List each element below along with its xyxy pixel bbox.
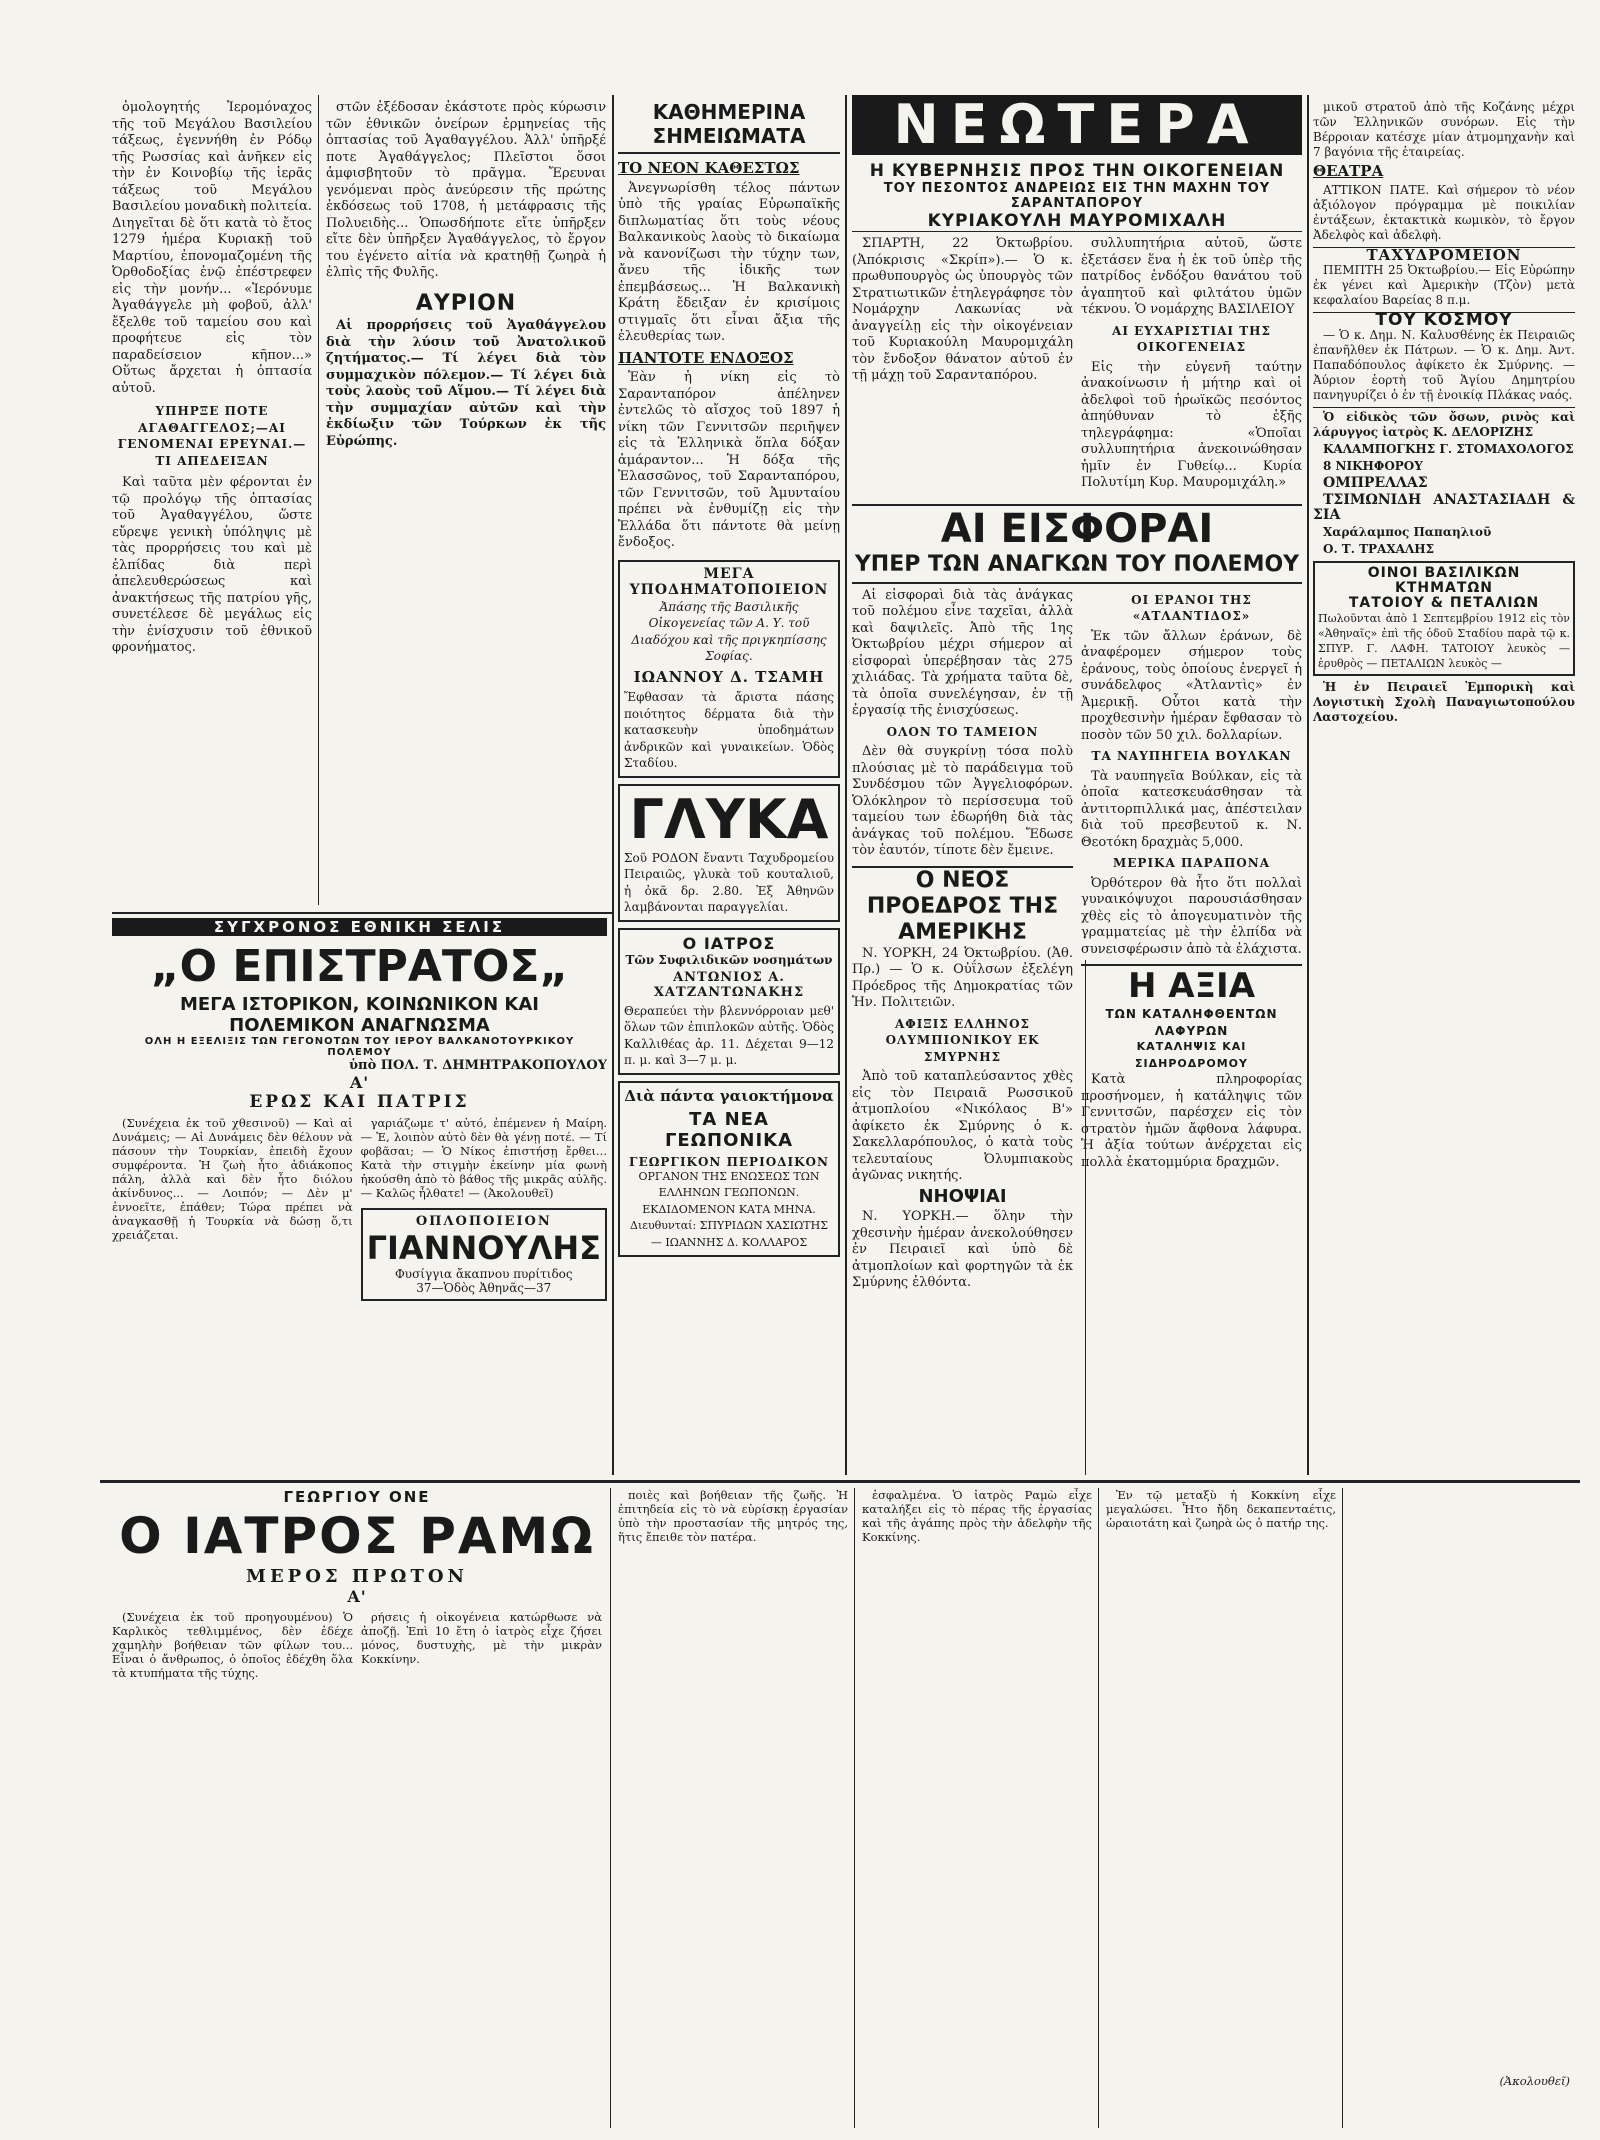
president-heading: Ο ΝΕΟΣ ΠΡΟΕΔΡΟΣ ΤΗΣ ΑΜΕΡΙΚΗΣ (852, 866, 1073, 946)
avrion-heading: ΑΥΡΙΟΝ (415, 290, 517, 316)
post-body: ΠΕΜΠΤΗ 25 Ὀκτωβρίου.— Εἰς Εὐρώπην ἐκ γένει καὶ Ἀμερικὴν (Τζὸν) μετὰ κεφαλαίου Βαρείας 8 π.μ. (1313, 263, 1575, 307)
column-rule (610, 1488, 611, 2128)
col1-article (112, 100, 312, 910)
post-heading: ΤΑΧΥΔΡΟΜΕΙΟΝ (1313, 247, 1575, 263)
shoe-ad-title: ΜΕΓΑ ΥΠΟΔΗΜΑΤΟΠΟΙΕΙΟΝ (629, 565, 829, 598)
vulcan-body: Τὰ ναυπηγεῖα Βούλκαν, εἰς τὰ ὁποῖα κατεσκευάσθησαν τὰ ἀντιτορπιλλικά μας, ἀπέστειλαν διὰ τοῦ πρεσβευτοῦ κ. Ν. Θεοτόκη δραχμὰς 5,000. (1081, 768, 1302, 850)
ramo-text-c: ποιὲς καὶ βοήθειαν τῆς ζωῆς. Ἡ ἐπιτηδεία εἰς τὸ νὰ εὑρίσκῃ ἐργασίαν ὑπὸ τὴν προστασίαν τῆς μητρός της, ἥτις ἔπειθε τὸν πατέρα. (618, 1488, 848, 1544)
papailiou-ad: Χαράλαμπος Παπαηλιοῦ (1323, 525, 1492, 539)
col3-heading-neon: ΤΟ ΝΕΟΝ ΚΑΘΕΣΤΩΣ (618, 159, 800, 177)
col1-top-text: ὁμολογητής Ἱερομόναχος τῆς τοῦ Μεγάλου Βασιλείου τάξεως, ἐγεννήθη ἐν Ρόδῳ τῆς Ρωσσίας καὶ ἀνῆκεν εἰς τὴν ἐν Κοινοβίῳ τῆς ἱερᾶς τάξεως τοῦ Μεγάλου Βασιλείου μοναδικὴ πολιτεία. Διηγεῖται δὲ ὅτι κατὰ τὸ ἔτος 1279 ἡμέρα Κυριακῇ τοῦ Μαρτίου, ἐπονομαζομένη τῆς Ὀρθοδοξίας ἐνῷ ἐπέστρεφεν εἰς τὴν μονήν... «Ἱερόνυμε Ἀγαθάγγελε μὴ φοβοῦ, ἀλλ' ἔξελθε τοῦ ταμείου σου καὶ προφήτευε εἰς τὸν παραδείσειον κῆπον...» Οὕτως ἄρχεται ἡ ὀπτασία αὐτοῦ. (112, 100, 312, 396)
serial-text-left: (Συνέχεια ἐκ τοῦ χθεσινοῦ) — Καὶ αἱ Δυνάμεις; — Αἱ Δυνάμεις δὲν θέλουν νὰ πάσουν τὴν Τουρκίαν, ἐπειδὴ ἔχουν συμφέροντα. Ἡ ζωὴ ἦτο ἀδιάκοπος πάλη, ἀλλὰ καὶ δὲν ἦτο διόλου ἀκίνδυνος... — Λοιπόν; — Δὲν μ' ἐννοεῖτε, ἐπάθεν; Τώρα πρέπει νὰ ἀναγκασθῇ ἡ Τουρκία νὰ δώσῃ ὅ,τι χρειάζεται. (112, 1116, 353, 1242)
complaints-body: Ὀρθότερον θὰ ἦτο ὅτι πολλαὶ γυναικόψυχοι παρουσιάσθησαν χθὲς εἰς τὸ ἀπογευματινὸν τῆς γραμματείας μὲ τὴν ἐλπίδα νὰ συνεισφέρωσιν ἀπὸ τὰ ἐλάχιστα. (1081, 875, 1302, 957)
serial-chapter: ΕΡΩΣ ΚΑΙ ΠΑΤΡΙΣ (249, 1092, 470, 1112)
booty-heading-2: ΤΩΝ ΚΑΤΑΛΗΦΘΕΝΤΩΝ ΛΑΦΥΡΩΝ (1105, 1007, 1278, 1038)
gunsmith-ad-address: 37—Ὁδὸς Ἀθηνᾶς—37 (416, 1281, 552, 1295)
col3-body-neon: Ἀνεγνωρίσθη τέλος πάντων ὑπὸ τῆς γραίας Εὐρωπαϊκῆς διπλωματίας ὅτι τοὺς νέους Βαλκανικοὺς λαοὺς τὸ δικαίωμα νὰ κανονίζωσι τὴν τύχην των, ἄνευ τῆς ἰδικῆς των ἐπεμβάσεως... Ἡ Βαλκανικὴ Κράτη ἔδειξαν ἐν κρισίμοις στιγμαῖς ὅτι εἶναι ἄξια τῆς ἐλευθερίας των. (618, 180, 840, 344)
ramo-text-e: Ἐν τῷ μεταξὺ ἡ Κοκκίνη εἶχε μεγαλώσει. Ἦτο ἤδη δεκαπενταέτις, ὡραιοτάτη καὶ ζωηρὰ ὡς ὁ πατήρ της. (1106, 1488, 1336, 1530)
theatres-body: ΑΤΤΙΚΟΝ ΠΑΤΕ. Καὶ σήμερον τὸ νέον ἀξιόλογον πρόγραμμα μὲ ποικιλίαν ἐντάξεων, ἐκτακτικὰ κωμικὸν, τὸ ἔργον Ἀδελφὸς καὶ ἀδελφὴ. (1313, 183, 1575, 242)
thanks-heading: ΑΙ ΕΥΧΑΡΙΣΤΙΑΙ ΤΗΣ ΟΙΚΟΓΕΝΕΙΑΣ (1112, 323, 1271, 354)
avrion-body: Αἱ προρρήσεις τοῦ Ἀγαθάγγελου διὰ τὴν λύσιν τοῦ Ἀνατολικοῦ ζητήματος.— Τί λέγει διὰ τὸν συμμαχικὸν πόλεμον.— Τί λέγει διὰ τοὺς λαοὺς τοῦ Αἵμου.— Τί λέγει διὰ τὴν συμμαχίαν αὐτῶν καὶ τὴν ἐκδίωξιν τῶν Τούρκων ἐκ τῆς Εὐρώπης. (326, 318, 606, 449)
shoe-ad (618, 560, 840, 778)
president-body: Ν. ΥΟΡΚΗ, 24 Ὀκτωβρίου. (Ἀθ. Πρ.) — Ὁ κ. Οὐΐλσων ἐξελέγη Πρόεδρος τῆς Δημοκρατίας τῶν Ἡν. Πολιτειῶν. (852, 945, 1073, 1010)
gov-headline: Η ΚΥΒΕΡΝΗΣΙΣ ΠΡΟΣ ΤΗΝ ΟΙΚΟΓΕΝΕΙΑΝ (869, 161, 1285, 181)
wines-ad-body: Πωλοῦνται ἀπὸ 1 Σεπτεμβρίου 1912 εἰς τὸν «Ἀθηναῖς» ἐπὶ τῆς ὁδοῦ Σταδίου παρὰ τῷ κ. ΣΠΥΡ. Γ. ΛΑΦΗ. ΤΑΤΟΙΟΥ λευκὸς — ἐρυθρὸς — ΠΕΤΑΛΙΩΝ λευκὸς — (1318, 612, 1570, 670)
doctor-ad-sub: Τῶν Συφιλιδικῶν νοσημάτων (625, 952, 833, 967)
theatres-heading: ΘΕΑΤΡΑ (1313, 162, 1384, 180)
booty-heading: Η ΑΞΙΑ (1081, 964, 1302, 1006)
atlantis-body: Ἐκ τῶν ἄλλων ἐράνων, δὲ ἀναφέρομεν σήμερον τοὺς ἐράνους, τοὺς ὁποίους ἐνεργεῖ ἡ συνάδελφος «Ἀτλαντὶς» ἐν Ἀμερικῇ. Οὗτοι κατὰ τὴν προχθεσινὴν ἡμέραν ἔφθασαν τὸ ποσὸν τῶν 50 χιλ. δολλαρίων. (1081, 628, 1302, 743)
olympian-heading: ΑΦΙΞΙΣ ΕΛΛΗΝΟΣ ΟΛΥΜΠΙΟΝΙΚΟΥ ΕΚ ΣΜΥΡΝΗΣ (885, 1016, 1040, 1064)
complaints-heading: ΜΕΡΙΚΑ ΠΑΡΑΠΟΝΑ (1112, 856, 1271, 870)
ships-body: Ν. ΥΟΡΚΗ.— ὅλην τὴν χθεσινὴν ἡμέραν ἀνεκολούθησεν ἐν Πειραιεῖ καὶ ὑπὸ δὲ ἀτμοπλοίων καὶ φορτηγῶν τὰ ἐκ Σμύρνης ἐλθόντα. (852, 1209, 1073, 1290)
shoe-ad-name: ΙΩΑΝΝΟΥ Δ. ΤΣΑΜΗ (633, 667, 825, 686)
col2-body: στῶν ἐξέδοσαν ἐκάστοτε πρὸς κύρωσιν τῶν ἐθνικῶν ὀνείρων ἐρμηνείας τῆς ὀπτασίας τοῦ Ἀγαθαγγέλου. Ἀλλ' ὑπῆρξέ ποτε Ἀγαθάγγελος; Πλεῖστοι ὅσοι ἀμφισβητοῦν τὸ πρᾶγμα. Ἔρευναι γενόμεναι πρὸς ἀνεύρεσιν τῆς πρώτης ἐκδόσεως τοῦ 1708, ἡ μετάφρασις τῆς Πολυειδὴς... Ὁπωσδήποτε εἴτε ὑπῆρξεν εἴτε δὲν ὑπῆρξεν Ἀγαθάγγελος, τὸ ἔργον του ἐγένετο αἰτία νὰ κρατηθῇ ζωηρὰ ἡ ἐλπὶς τῆς Φυλῆς. (326, 100, 606, 280)
col1-heading: ΥΠΗΡΞΕ ΠΟΤΕ ΑΓΑΘΑΓΓΕΛΟΣ;—ΑΙ ΓΕΝΟΜΕΝΑΙ ΕΡΕΥΝΑΙ.—ΤΙ ΑΠΕΔΕΙΞΑΝ (117, 404, 307, 468)
column-rule (1342, 1488, 1343, 2128)
column-rule (1098, 1488, 1099, 2128)
ramo-text-d: ἐσφαλμένα. Ὁ ἰατρὸς Ραμὼ εἶχε καταλήξει εἰς τὸ πέρας τῆς ἐργασίας καὶ τῆς ἀγάπης πρὸς τὴν ἀδελφὴν τῆς Κοκκίνης. (862, 1488, 1092, 1544)
col3-body-endoxos: Ἐὰν ἡ νίκη εἰς τὸ Σαρανταπόρον ἀπέληνεν ἐντελῶς τὸ αἴσχος τοῦ 1897 ἡ νίκη τῶν Γεννιτσῶν περιῆψεν εἰς τὰ Ἑλληνικὰ ὅπλα δόξαν ἀμάραντον... Ἡ δόξα τῆς Ἐλασσῶνος, τοῦ Σαρανταπόρου, τῶν Γεννιτσῶν, τοῦ Ἀμυνταίου πρέπει νὰ ἐνθυμίζῃ εἰς τὴν Ἑλλάδα ὅτι πάντοτε θὰ μείνῃ ἔνδοξος. (618, 370, 840, 550)
geoponika-ad-body: ΟΡΓΑΝΟΝ ΤΗΣ ΕΝΩΣΕΩΣ ΤΩΝ ΕΛΛΗΝΩΝ ΓΕΩΠΟΝΩΝ. ΕΚΔΙΔΟΜΕΝΟΝ ΚΑΤΑ ΜΗΝΑ. Διευθυνταί: ΣΠΥΡΙΔΩΝ ΧΑΣΙΩΤΗΣ — ΙΩΑΝΝΗΣ Δ. ΚΟΛΛΑΡΟΣ (630, 1169, 828, 1249)
serial-sub2: ΠΟΛΕΜΙΚΟΝ ΑΝΑΓΝΩΣΜΑ (229, 1015, 490, 1036)
booty-body: Κατὰ πληροφορίας προσήνομεν, ἡ κατάληψις τῶν Γεννιτσῶν, παρέσχεν εἰς τὸν στρατὸν ἡμῶν ἄφθονα λάφυρα. Ἡ ἀξία τούτων ἀνέρχεται εἰς πολλὰ ἑκατομμύρια δραχμῶν. (1081, 1072, 1302, 1170)
gunsmith-ad (361, 1208, 607, 1301)
society-heading: ΤΟΥ ΚΟΣΜΟΥ (1313, 312, 1575, 328)
booty-heading-3: ΚΑΤΑΛΗΨΙΣ ΚΑΙ ΣΙΔΗΡΟΔΡΟΜΟΥ (1135, 1040, 1248, 1070)
kathimerina-masthead: ΚΑΘΗΜΕΡΙΝΑ ΣΗΜΕΙΩΜΑΤΑ (618, 100, 840, 154)
geoponika-ad-title: ΤΑ ΝΕΑ ΓΕΩΠΟΝΙΚΑ (664, 1108, 794, 1151)
column-rule (854, 1488, 855, 2128)
fund-heading: ΟΛΟΝ ΤΟ ΤΑΜΕΙΟΝ (886, 724, 1039, 739)
olympian-body: Ἀπὸ τοῦ καταπλεύσαντος χθὲς εἰς τὸν Πειραιᾶ Ρωσσικοῦ ἀτμοπλοίου «Νικόλαος Β'» ἀφίκετο ἐκ Σμύρνης ὁ κ. Σακελλαρόπουλος, ὁ κατὰ τοὺς τελευταίους Ὀλυμπιακοὺς ἀγῶνας νικητής. (852, 1069, 1073, 1183)
tsimonidis-ad: ΤΣΙΜΩΝΙΔΗ ΑΝΑΣΤΑΣΙΑΔΗ & ΣΙΑ (1313, 492, 1575, 523)
ramo-title: Ο ΙΑΤΡΟΣ ΡΑΜΩ (119, 1507, 595, 1565)
col5-top: μικοῦ στρατοῦ ἀπὸ τῆς Κοζάνης μέχρι τῶν Ἑλληνικῶν συνόρων. Εἰς τὴν Βέρροιαν κατέσχε μίαν ἀτμομηχανὴν καὶ 7 βαγόνια τῆς ἑταιρείας. (1313, 100, 1575, 159)
serial-sub1: ΜΕΓΑ ΙΣΤΟΡΙΚΟΝ, ΚΟΙΝΩΝΙΚΟΝ ΚΑΙ (180, 994, 539, 1015)
newest-banner: ΝΕΩΤΕΡΑ (852, 95, 1302, 155)
doctor-ad-name: ΑΝΤΩΝΙΟΣ Α. ΧΑΤΖΑΝΤΩΝΑΚΗΣ (653, 969, 805, 1000)
geoponika-ad-top: Διὰ πάντα γαιοκτήμονα (624, 1086, 834, 1105)
sweets-ad-body: Σοῦ ΡΟΔΟΝ ἔναντι Ταχυδρομείου Πειραιῶς, γλυκὰ τοῦ κουταλιοῦ, ἡ ὀκᾶ δρ. 2.80. Ἐξ Ἀθηνῶν λαμβάνονται παραγγελίαι. (624, 850, 834, 914)
ramo-col-f (1350, 1488, 1580, 2128)
gov-body-right: συλλυπητήρια αὐτοῦ, ὥστε ἐξετάσεν ἕνα ἡ ἐκ τοῦ ὑπὲρ τῆς πατρίδος ἐνδόξου θανάτου τοῦ ἀγαπητοῦ καὶ φιλτάτου ὑμῶν τέκνου. Ὁ νομάρχης ΒΑΣΙΛΕΙΟΥ (1081, 236, 1302, 317)
ramo-author: ΓΕΩΡΓΙΟΥ ΟΝΕ (283, 1488, 431, 1506)
ramo-end: (Ἀκολουθεῖ) (1499, 2074, 1570, 2088)
column-rule (845, 95, 847, 1475)
gunsmith-ad-title: ΓΙΑΝΝΟΥΛΗΣ (366, 1229, 601, 1267)
wines-ad (1313, 561, 1575, 676)
col5 (1313, 100, 1575, 1475)
column-rule (318, 95, 319, 905)
column-rule (612, 95, 614, 1475)
trachalis-ad: Ο. Τ. ΤΡΑΧΑΛΗΣ (1323, 542, 1435, 556)
sweets-ad-title: ΓΛΥΚΑ (629, 787, 829, 851)
ent-doctor-ad: Ὁ εἰδικὸς τῶν ὄσων, ρινὸς καὶ λάρυγγος ἰατρὸς Κ. ΔΕΛΟΡΙΖΗΣ (1313, 410, 1575, 439)
doctor-ad-title: Ο ΙΑΤΡΟΣ (682, 933, 776, 953)
geoponika-ad-sub: ΓΕΩΡΓΙΚΟΝ ΠΕΡΙΟΔΙΚΟΝ (629, 1154, 829, 1169)
atlantis-heading: ΟΙ ΕΡΑΝΟΙ ΤΗΣ «ΑΤΛΑΝΤΙΔΟΣ» (1131, 592, 1252, 623)
section-rule (112, 912, 612, 914)
serial-ramo (112, 1488, 1582, 2138)
ships-heading: ΝΗΟΨΙΑΙ (918, 1185, 1007, 1207)
gov-headline-c: ΚΥΡΙΑΚΟΥΛΗ ΜΑΥΡΟΜΙΧΑΛΗ (852, 211, 1302, 232)
ramo-col-e (1106, 1488, 1336, 2128)
gov-headline-b: ΤΟΥ ΠΕΣΟΝΤΟΣ ΑΝΔΡΕΙΩΣ ΕΙΣ ΤΗΝ ΜΑΧΗΝ ΤΟΥ ΣΑΡΑΝΤΑΠΟΡΟΥ (883, 181, 1271, 211)
doctor-ad-body: Θεραπεύει τὴν βλεννόρροιαν μεθ' ὅλων τῶν ἐπιπλοκῶν αὐτῆς. Ὁδὸς Καλλιθέας ἀρ. 11. Δέχεται 9—12 π. μ. καὶ 3—7 μ. μ. (624, 1003, 834, 1067)
nikiforou-ad: 8 ΝΙΚΗΦΟΡΟΥ (1323, 459, 1423, 473)
col3 (618, 100, 840, 1475)
contributions-headline: ΑΙ ΕΙΣΦΟΡΑΙ (852, 504, 1302, 552)
serial-title: „Ο ΕΠΙΣΤΡΑΤΟΣ„ (150, 941, 569, 992)
shoe-ad-body: Ἔφθασαν τὰ ἄριστα πάσης ποιότητος δέρματα διὰ τὴν κατασκευὴν ὑποδημάτων ἀνδρικῶν καὶ γυναικείων. Ὁδὸς Σταδίου. (624, 690, 834, 770)
col1-body: Καὶ ταῦτα μὲν φέρονται ἐν τῷ προλόγῳ τῆς ὀπτασίας τοῦ Ἀγαθαγγέλου, ὥστε εὔρεψε γενικὴ ὑπόληψις μὲ τὰς προρρήσεις του καὶ μὲ ἐλπίδας διὰ περὶ ἀπελευθερώσεως καὶ ἀνακτήσεως τῆς πατρίου γῆς, συνετέλεσε δὲ μεγάλως εἰς τὴν ἐνίσχυσιν τοῦ ἐθνικοῦ φρονήματος. (112, 475, 312, 655)
ramo-col-c (618, 1488, 848, 2128)
umbrellas-ad: ΟΜΠΡΕΛΛΑΣ (1323, 475, 1428, 491)
gunsmith-ad-line: Φυσίγγια ἄκαπνου πυρίτιδος (394, 1267, 573, 1281)
ramo-col-d (862, 1488, 1092, 2128)
col4 (852, 95, 1302, 1475)
shoe-ad-sub: Ἀπάσης τῆς Βασιλικῆς Οἰκογενείας τῶν Α. Υ. τοῦ Διαδόχου καὶ τῆς πριγκηπίσσης Σοφίας. (631, 599, 827, 663)
stomach-doctor-ad: ΚΑΛΑΜΠΟΓΚΗΣ Γ. ΣΤΟΜΑΧΟΛΟΓΟΣ (1323, 442, 1574, 456)
wines-ad-title-2: ΤΑΤΟΙΟΥ & ΠΕΤΑΛΙΩΝ (1348, 595, 1540, 611)
bottom-rule (100, 1480, 1580, 1483)
vulcan-heading: ΤΑ ΝΑΥΠΗΓΕΙΑ ΒΟΥΛΚΑΝ (1091, 749, 1292, 763)
gunsmith-ad-name: ΟΠΛΟΠΟΙΕΙΟΝ (415, 1214, 552, 1229)
wines-ad-title: ΟΙΝΟΙ ΒΑΣΙΛΙΚΩΝ ΚΤΗΜΑΤΩΝ (1367, 565, 1521, 596)
sweets-ad (618, 784, 840, 922)
serial-part: Α' (349, 1073, 370, 1092)
col3-heading-endoxos: ΠΑΝΤΟΤΕ ΕΝΔΟΞΟΣ (618, 348, 794, 367)
gov-body: ΣΠΑΡΤΗ, 22 Ὀκτωβρίου. (Ἀπόκρισις «Σκρίπ»).— Ὁ κ. πρωθυπουργὸς ὡς ὑπουργὸς τῶν Στρατιωτικῶν ἐτηλεγράφησε τὸν Νομάρχην Λακωνίας νὰ ἀναγγείλῃ εἰς τὴν οἰκογένειαν τοῦ Κυριακούλη Μαυρομιχάλη τὸν ἔνδοξον θάνατον αὐτοῦ ἐν τῇ μάχῃ τοῦ Σαρανταπόρου. (852, 236, 1073, 383)
ramo-text-b: ρήσεις ἡ οἰκογένεια κατώρθωσε νὰ ἀποζῇ. Ἐπὶ 10 ἔτη ὁ ἰατρὸς εἶχε ζήσει μόνος, δυστυχὴς, μὲ τὴν μικρὰν Κοκκίνην. (361, 1610, 602, 1666)
doctor-ad (618, 928, 840, 1075)
ramo-letter: Α' (347, 1587, 367, 1606)
serial-epistratos (112, 918, 607, 1473)
contributions-sub: ΥΠΕΡ ΤΩΝ ΑΝΑΓΚΩΝ ΤΟΥ ΠΟΛΕΜΟΥ (852, 552, 1302, 584)
geoponika-ad (618, 1081, 840, 1258)
contributions-body: Αἱ εἰσφοραὶ διὰ τὰς ἀνάγκας τοῦ πολέμου εἶνε ταχεῖαι, ἀλλὰ καὶ δαψιλεῖς. Ἀπὸ τῆς 1ης Ὀκτωβρίου μέχρι σήμερον αἱ εἰσφοραὶ ὑπερέβησαν τὰς 275 χιλιάδας. Τὰ χρήματα ταῦτα δὲ, τὰ ὁποῖα συνελέγησαν, ἐν τῇ ἐργασίᾳ τῆς ἐνισχύσεως. (852, 587, 1073, 718)
ramo-text-a: (Συνέχεια ἐκ τοῦ προηγουμένου) Ὁ Καρλικὸς τεθλιμμένος, δὲν ἐδέχε χαμηλὴν βοήθειαν τῶν φίλων του... Εἶναι ὁ ἄνθρωπος, ὁ ὁποῖος ἐδέχθη ὅλα τὰ κτυπήματα τῆς τύχης. (112, 1610, 353, 1680)
ramo-part: ΜΕΡΟΣ ΠΡΩΤΟΝ (246, 1566, 468, 1587)
col2-article (326, 100, 606, 910)
school-ad: Ἡ ἐν Πειραιεῖ Ἐμπορικὴ καὶ Λογιστικὴ Σχολὴ Παναγιωτοπούλου Λαστοχείου. (1313, 680, 1575, 724)
serial-sub3: ΟΛΗ Η ΕΞΕΛΙΞΙΣ ΤΩΝ ΓΕΓΟΝΟΤΩΝ ΤΟΥ ΙΕΡΟΥ ΒΑΛΚΑΝΟΤΟΥΡΚΙΚΟΥ ΠΟΛΕΜΟΥ (144, 1036, 575, 1058)
serial-banner: ΣΥΓΧΡΟΝΟΣ ΕΘΝΙΚΗ ΣΕΛΙΣ (112, 918, 607, 936)
thanks-body: Εἰς τὴν εὐγενῆ ταύτην ἀνακοίνωσιν ἡ μήτηρ καὶ οἱ ἀδελφοὶ τοῦ ἡρωϊκῶς πεσόντος ἀπηύθυναν τὸ ἑξῆς τηλεγράφημα: «Ὁποῖαι συλλυπητήρια ἀνεκοινώθησαν ἡμῖν ἐν Γυθείῳ... Κυρία Πολυτίμη Κυρ. Μαυρομιχάλη.» (1081, 359, 1302, 490)
serial-author: ὑπὸ ΠΟΛ. Τ. ΔΗΜΗΤΡΑΚΟΠΟΥΛΟΥ (349, 1058, 607, 1073)
serial-text-right: γαριάζωμε τ' αὐτό, ἐπέμενεν ἡ Μαίρη. — Ἐ, λοιπὸν αὐτὸ δὲν θὰ γένῃ ποτέ. — Τί φοβᾶσαι; — Ὁ Νίκος ἐπιστήσῃ ἔρθει... Κατὰ τὴν στιγμὴν ἐκείνην μία φωνὴ ἠκούσθη ἀπὸ τὸ βάθος τῆς μικρᾶς αὐλῆς. — Καλῶς ἦλθατε! — (Ἀκολουθεῖ) (360, 1116, 607, 1200)
society-body: — Ὁ κ. Δημ. Ν. Καλυσθένης ἐκ Πειραιῶς ἐπανῆλθεν ἐκ Πάτρων. — Ὁ κ. Δημ. Ἀντ. Παπαδόπουλος ἀφίκετο ἐκ Σμύρνης. — Ἀύριον ἑορτὴ τοῦ Ἁγίου Δημητρίου πανηγυρίζει ὁ ἐν τῇ ἐνοικίᾳ Πλάκας ναός. (1313, 328, 1575, 402)
column-rule (1307, 95, 1309, 1475)
fund-body: Δὲν θὰ συγκρίνῃ τόσα πολὺ πλούσιας μὲ τὸ παράδειγμα τοῦ Συνδέσμου τῶν Ἀγγελιοφόρων. Ὁλόκληρον τὸ περίσσευμα τοῦ ταμείου των ἐδωρήθη διὰ τὰς ἀνάγκας τοῦ πολέμου. Ἔδωσε τὸν ἑαυτόν, τίποτε δὲν ἔμεινε. (852, 744, 1073, 858)
